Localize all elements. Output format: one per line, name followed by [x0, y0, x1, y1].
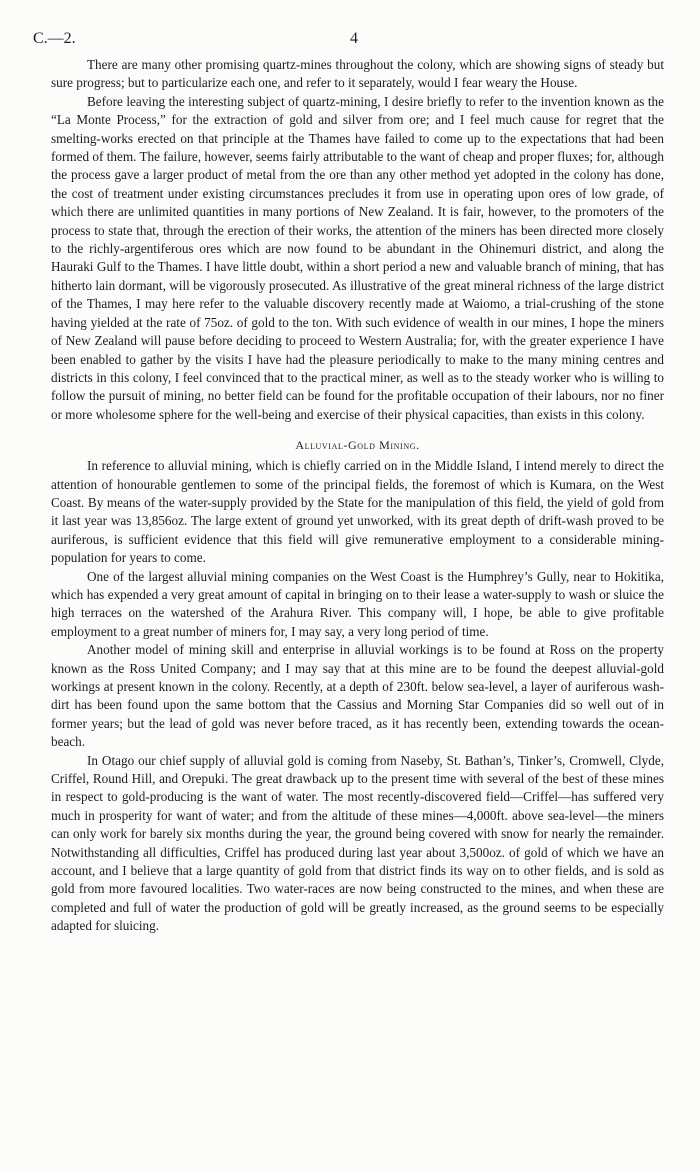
paragraph: In Otago our chief supply of alluvial gold is coming from Naseby, St. Bathan’s, Tinker’s, Cromwell, Clyde, Criffel, Round Hill, and Orepuki. The great drawback up to the present time with several of the best of these mines in respect to gold-producing is the want of water. The most recently-discovered field—Criffel—has suffered very much in prosperity for want of water; and from the altitude of these mines—4,000ft. above sea-level—the miners can only work for barely six months during the year, the ground being covered with snow for nearly the remainder. Notwithstanding all difficulties, Criffel has produced during last year about 3,500oz. of gold of which we have an account, and I believe that a large quantity of gold from that district finds its way on to other fields, and is sold as gold from more favoured localities. Two water-races are now being constructed to the mines, and when these are completed and full of water the production of gold will be greatly increased, as the ground seems to be especially adapted for sluicing. — [51, 752, 664, 934]
page-number: 4 — [350, 30, 358, 47]
section-heading: Alluvial-Gold Mining. — [295, 438, 420, 453]
paragraph: Another model of mining skill and enterprise in alluvial workings is to be found at Ross on the property known as the Ross United Company; and I may say that at this mine are to be found the deepest alluvial-gold workings at present known in the colony. Recently, at a depth of 230ft. below sea-level, a layer of auriferous wash-dirt has been found upon the same bottom that the Cassius and Morning Star Companies did so well out of in former years; but the lead of gold was never before traced, as it has recently been, extending towards the ocean-beach. — [51, 642, 664, 750]
paragraph: Before leaving the interesting subject of quartz-mining, I desire briefly to refer to the invention known as the “La Monte Process,” for the extraction of gold and silver from ore; and I feel much cause for regret that the smelting-works erected on that principle at the Thames have failed to come up to the expectations that had been formed of them. The failure, however, seems fairly attributable to the want of cheap and proper fluxes; for, although the process gave a larger product of metal from the ore than any other method yet adopted in the colony has done, the cost of treatment under existing circumstances precludes it from use in operating upon ores of low grade, of which there are unlimited quantities in many portions of New Zealand. It is fair, however, to the promoters of the process to state that, through the erection of their works, the attention of the miners has been directed more closely to the richly-argentiferous ores which are now found to be abundant in the Ohinemuri district, and along the Hauraki Gulf to the Thames. I have little doubt, within a short period a new and valuable branch of mining, that has hitherto lain dormant, will be vigorously prosecuted. As illustrative of the great mineral richness of the large district of the Thames, I may here refer to the valuable discovery recently made at Waiomo, a trial-crushing of the stone having yielded at the rate of 75oz. of gold to the ton. With such evidence of wealth in our mines, I hope the miners of New Zealand will pause before deciding to proceed to Western Australia; for, with the greater experience I have been enabled to gather by the visits I have had the pleasure periodically to make to the many mining centres and districts in this colony, I feel convinced that to the practical miner, as well as to the steady worker who is willing to follow the pursuit of mining, no better field can be found for the profitable occupation of their labours, nor no finer or more wholesome sphere for the well-being and exercise of their physical capacities, than exists in this colony. — [51, 93, 664, 422]
document-reference: C.—2. — [33, 30, 76, 47]
paragraph: There are many other promising quartz-mines throughout the colony, which are showing signs of steady but sure progress; but to particularize each one, and refer to it separately, would I fear weary the House. — [51, 57, 664, 91]
paragraph: One of the largest alluvial mining companies on the West Coast is the Humphrey’s Gully, near to Hokitika, which has expended a very great amount of capital in bringing on to their lease a water-supply to wash or sluice the high terraces on the watershed of the Arahura River. This company will, I hope, be able to give profitable employment to a great number of miners for, I may say, a very long period of time. — [51, 568, 664, 639]
document-body — [51, 56, 664, 936]
paragraph: In reference to alluvial mining, which is chiefly carried on in the Middle Island, I intend merely to direct the attention of honourable gentlemen to some of the principal fields, the foremost of which is Kumara, on the West Coast. By means of the water-supply provided by the State for the manipulation of this field, the yield of gold from it last year was 13,856oz. The large extent of ground yet unworked, with its great depth of drift-wash proved to be auriferous, is sufficient evidence that this field will give remunerative employment to a considerable mining-population for years to come. — [51, 458, 664, 566]
page-header — [33, 26, 664, 56]
